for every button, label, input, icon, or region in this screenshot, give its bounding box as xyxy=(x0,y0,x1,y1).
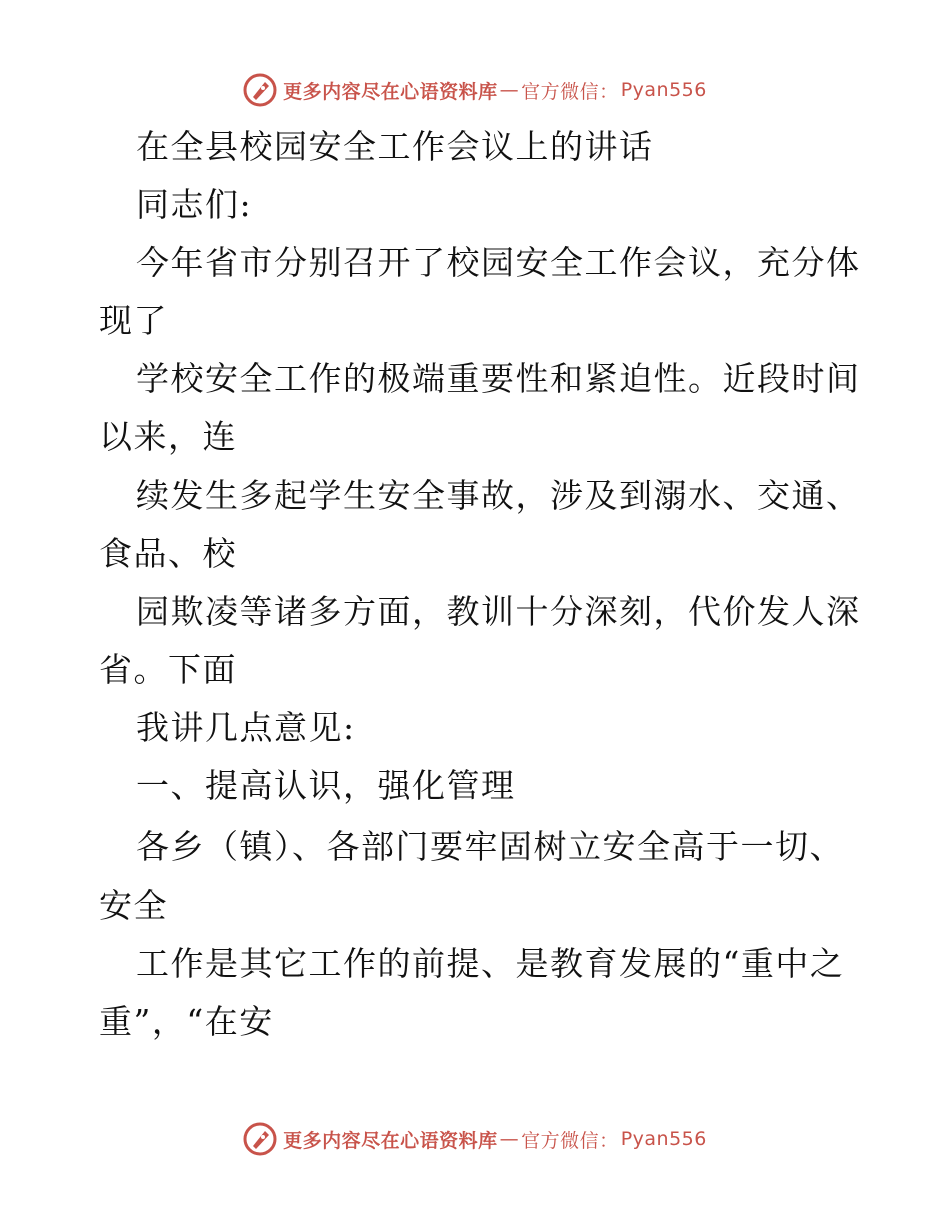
pen-nib-logo-icon xyxy=(243,1122,277,1156)
paragraph-line: 食品、校 xyxy=(99,534,237,573)
banner-dash: — xyxy=(499,1128,520,1150)
paragraph-line: 重”，“在安 xyxy=(99,1002,274,1041)
banner-dash: — xyxy=(499,79,520,101)
banner-wechat-id: Pyan556 xyxy=(620,79,707,101)
paragraph-line: 今年省市分别召开了校园安全工作会议，充分体 xyxy=(136,243,861,282)
pen-nib-logo-icon xyxy=(243,73,277,107)
banner-wechat-label: 官方微信： xyxy=(521,80,619,103)
paragraph-line: 各乡（镇）、各部门要牢固树立安全高于一切、 xyxy=(136,827,844,866)
banner-wechat-label: 官方微信： xyxy=(521,1129,619,1152)
document-title: 在全县校园安全工作会议上的讲话 xyxy=(136,127,654,166)
paragraph-line: 以来，连 xyxy=(99,417,237,456)
paragraph-line: 安全 xyxy=(99,886,168,925)
section-heading: 一、提高认识，强化管理 xyxy=(136,766,516,805)
paragraph-line: 工作是其它工作的前提、是教育发展的“重中之 xyxy=(136,944,845,983)
paragraph-line: 现了 xyxy=(99,301,168,340)
paragraph-line: 省。下面 xyxy=(99,650,237,689)
paragraph-line: 续发生多起学生安全事故，涉及到溺水、交通、 xyxy=(136,476,861,515)
banner-main-text: 更多内容尽在心语资料库 xyxy=(283,1129,498,1152)
footer-watermark-banner xyxy=(0,1119,950,1159)
header-watermark-banner xyxy=(0,70,950,110)
salutation-line: 同志们: xyxy=(136,185,253,224)
banner-wechat-id: Pyan556 xyxy=(620,1128,707,1150)
paragraph-line: 园欺凌等诸多方面，教训十分深刻，代价发人深 xyxy=(136,592,861,631)
banner-main-text: 更多内容尽在心语资料库 xyxy=(283,80,498,103)
paragraph-line: 学校安全工作的极端重要性和紧迫性。近段时间 xyxy=(136,359,861,398)
paragraph-line: 我讲几点意见: xyxy=(136,708,356,747)
